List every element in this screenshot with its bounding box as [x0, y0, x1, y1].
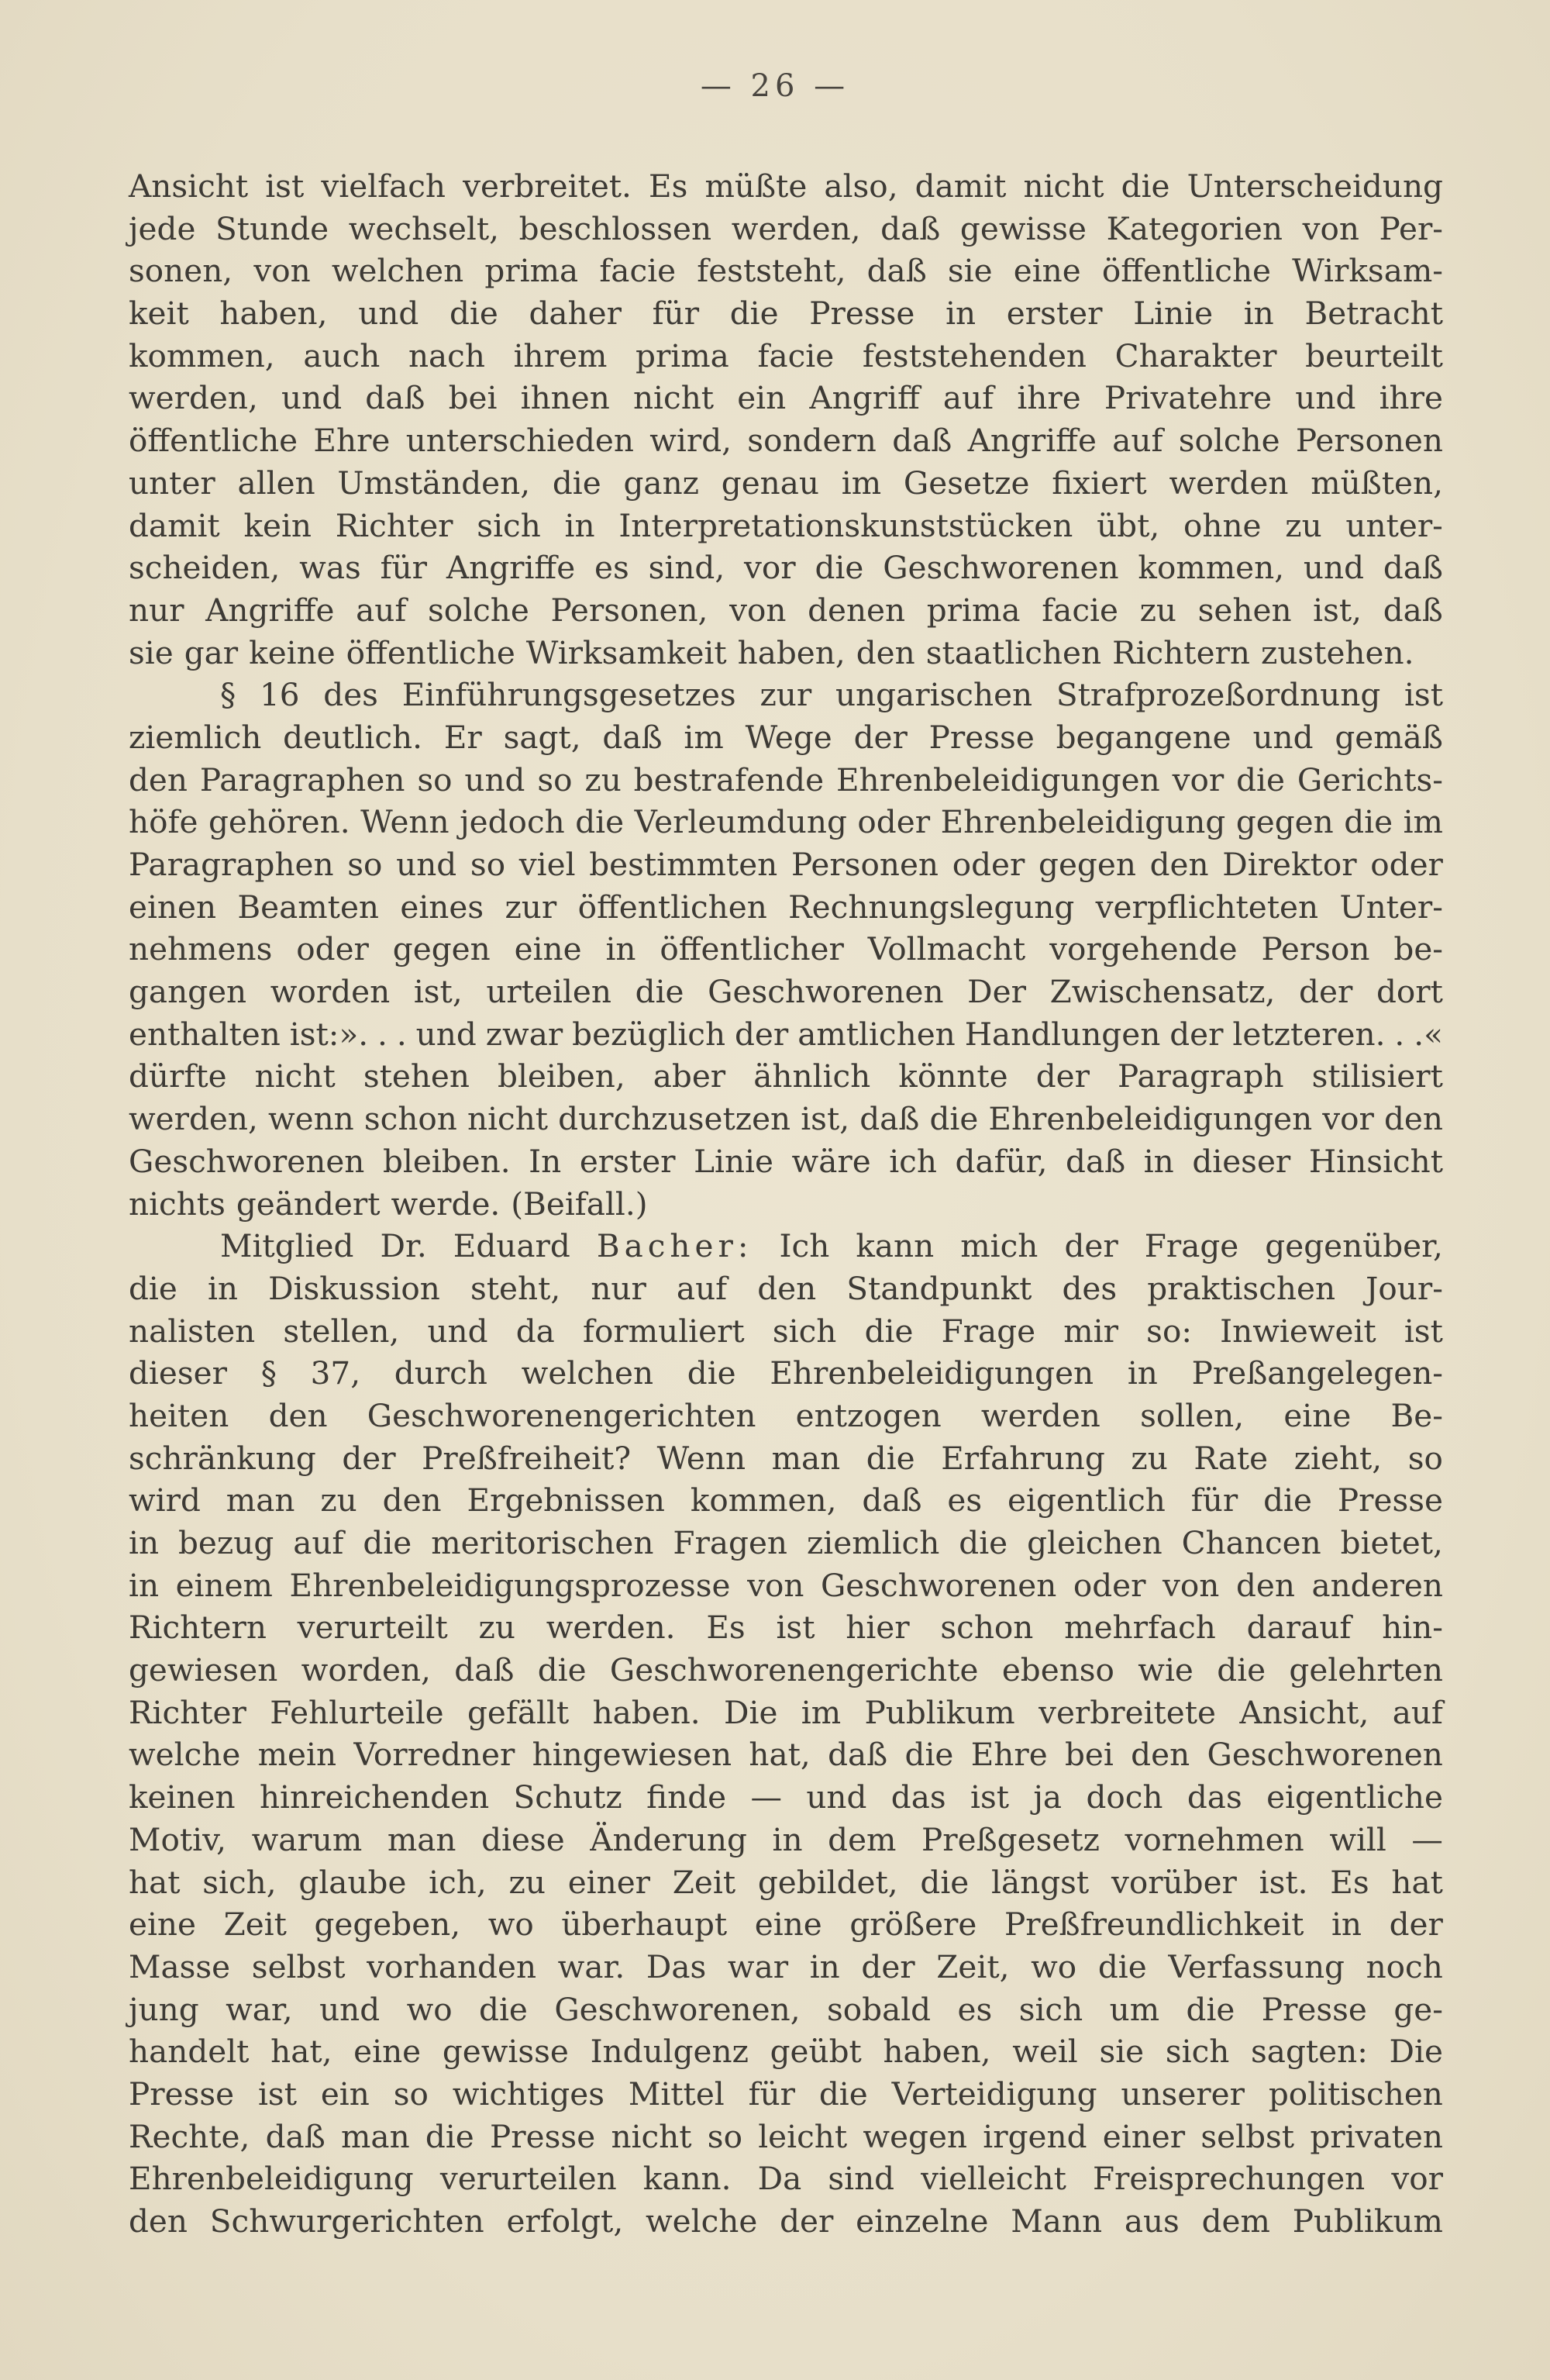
- text-line: jung war, und wo die Geschworenen, sobald es sich um die Presse ge-: [129, 1990, 1443, 2028]
- text-line: Motiv, warum man diese Änderung in dem Preßgesetz vornehmen will —: [129, 1820, 1443, 1858]
- text-line: Ansicht ist vielfach verbreitet. Es müßte also, damit nicht die Unterscheidung: [129, 167, 1443, 205]
- text-line: eine Zeit gegeben, wo überhaupt eine größere Preßfreundlichkeit in der: [129, 1906, 1443, 1944]
- text-line: werden, und daß bei ihnen nicht ein Angriff auf ihre Privatehre und ihre: [129, 379, 1443, 417]
- text-line: Paragraphen so und so viel bestimmten Personen oder gegen den Direktor oder: [129, 846, 1443, 883]
- text-line: schränkung der Preßfreiheit? Wenn man die Erfahrung zu Rate zieht, so: [129, 1439, 1443, 1477]
- text-line: werden, wenn schon nicht durchzusetzen ist, daß die Ehrenbeleidigungen vor den: [129, 1100, 1443, 1138]
- text-line: einen Beamten eines zur öffentlichen Rechnungslegung verpflichteten Unter-: [129, 888, 1443, 926]
- text-line: welche mein Vorredner hingewiesen hat, daß die Ehre bei den Geschworenen: [129, 1736, 1443, 1774]
- text-line: Richtern verurteilt zu werden. Es ist hier schon mehrfach darauf hin-: [129, 1609, 1443, 1647]
- text-line: dieser § 37, durch welchen die Ehrenbeleidigungen in Preßangelegen-: [129, 1354, 1443, 1392]
- text-line: gewiesen worden, daß die Geschworenengerichte ebenso wie die gelehrten: [129, 1651, 1443, 1689]
- text-line: höfe gehören. Wenn jedoch die Verleumdung oder Ehrenbeleidigung gegen die im: [129, 803, 1443, 841]
- text-line: nichts geändert werde. (Beifall.): [129, 1185, 648, 1223]
- page-number: — 26 —: [700, 68, 850, 104]
- text-line: Mitglied Dr. Eduard Bacher: Ich kann mich der Frage gegenüber,: [220, 1227, 1443, 1265]
- text-line: gangen worden ist, urteilen die Geschworenen Der Zwischensatz, der dort: [129, 973, 1443, 1011]
- text-line: keinen hinreichenden Schutz finde — und das ist ja doch das eigentliche: [129, 1778, 1443, 1816]
- text-line: § 16 des Einführungsgesetzes zur ungarischen Strafprozeßordnung ist: [220, 676, 1443, 714]
- text-line: kommen, auch nach ihrem prima facie feststehenden Charakter beurteilt: [129, 336, 1443, 374]
- text-line: nalisten stellen, und da formuliert sich die Frage mir so: Inwieweit ist: [129, 1312, 1443, 1350]
- text-line: öffentliche Ehre unterschieden wird, sondern daß Angriffe auf solche Personen: [129, 422, 1443, 460]
- text-line: Masse selbst vorhanden war. Das war in der Zeit, wo die Verfassung noch: [129, 1947, 1443, 1985]
- text-line: ziemlich deutlich. Er sagt, daß im Wege der Presse begangene und gemäß: [129, 718, 1443, 756]
- text-line: Ehrenbeleidigung verurteilen kann. Da sind vielleicht Freisprechungen vor: [129, 2160, 1443, 2198]
- text-line: nehmens oder gegen eine in öffentlicher Vollmacht vorgehende Person be-: [129, 930, 1443, 968]
- text-line: sonen, von welchen prima facie feststeht, daß sie eine öffentliche Wirksam-: [129, 252, 1443, 290]
- text-line: hat sich, glaube ich, zu einer Zeit gebildet, die längst vorüber ist. Es hat: [129, 1863, 1443, 1901]
- text-line: sie gar keine öffentliche Wirksamkeit haben, den staatlichen Richtern zustehen.: [129, 633, 1414, 671]
- text-line: jede Stunde wechselt, beschlossen werden, daß gewisse Kategorien von Per-: [129, 209, 1443, 247]
- text-line: in einem Ehrenbeleidigungsprozesse von Geschworenen oder von den anderen: [129, 1566, 1443, 1604]
- text-line: den Paragraphen so und so zu bestrafende Ehrenbeleidigungen vor die Gerichts-: [129, 761, 1443, 799]
- text-line: damit kein Richter sich in Interpretationskunststücken übt, ohne zu unter-: [129, 506, 1443, 544]
- text-line: in bezug auf die meritorischen Fragen ziemlich die gleichen Chancen bietet,: [129, 1524, 1443, 1561]
- text-line: enthalten ist:». . . und zwar bezüglich der amtlichen Handlungen der letzteren. . .«: [129, 1015, 1443, 1053]
- body-text: [129, 165, 1443, 2243]
- text-line: heiten den Geschworenengerichten entzogen werden sollen, eine Be-: [129, 1396, 1443, 1434]
- text-line: nur Angriffe auf solche Personen, von denen prima facie zu sehen ist, daß: [129, 591, 1443, 629]
- text-line: scheiden, was für Angriffe es sind, vor die Geschworenen kommen, und daß: [129, 549, 1443, 587]
- text-line: wird man zu den Ergebnissen kommen, daß es eigentlich für die Presse: [129, 1481, 1443, 1519]
- text-line: Geschworenen bleiben. In erster Linie wäre ich dafür, daß in dieser Hinsicht: [129, 1142, 1443, 1180]
- text-line: keit haben, und die daher für die Presse in erster Linie in Betracht: [129, 295, 1443, 333]
- text-line: den Schwurgerichten erfolgt, welche der einzelne Mann aus dem Publikum: [129, 2202, 1443, 2240]
- text-line: dürfte nicht stehen bleiben, aber ähnlich könnte der Paragraph stilisiert: [129, 1057, 1443, 1095]
- text-line: die in Diskussion steht, nur auf den Standpunkt des praktischen Jour-: [129, 1269, 1443, 1307]
- text-line: Rechte, daß man die Presse nicht so leicht wegen irgend einer selbst privaten: [129, 2117, 1443, 2155]
- text-line: unter allen Umständen, die ganz genau im Gesetze fixiert werden müßten,: [129, 464, 1443, 502]
- text-line: Richter Fehlurteile gefällt haben. Die im Publikum verbreitete Ansicht, auf: [129, 1693, 1443, 1731]
- text-line: handelt hat, eine gewisse Indulgenz geübt haben, weil sie sich sagten: Die: [129, 2033, 1443, 2071]
- text-line: Presse ist ein so wichtiges Mittel für die Verteidigung unserer politischen: [129, 2075, 1443, 2113]
